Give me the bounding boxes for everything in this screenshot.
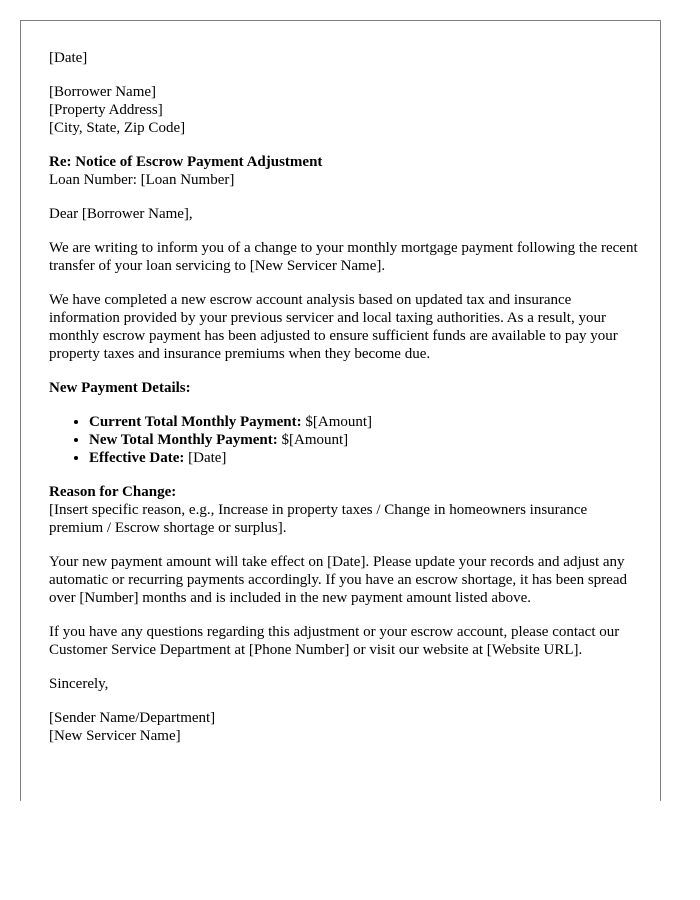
letter-body [49, 49, 639, 761]
list-item [89, 449, 639, 467]
closing: Sincerely, [49, 676, 109, 692]
subject-line: Re: Notice of Escrow Payment Adjustment [49, 154, 323, 170]
loan-number-line: Loan Number: [Loan Number] [49, 172, 235, 188]
paragraph-effective-date: Your new payment amount will take effect on [Date]. Please update your records and adjust any automatic or recurring payments accordingly. If you have an escrow shortage, it has been spread over [Number] months and is included in the new payment amount listed above. [49, 554, 627, 606]
paragraph-intro: We are writing to inform you of a change to your monthly mortgage payment following the recent transfer of your loan servicing to [New Servicer Name]. [49, 240, 638, 274]
payment-item-value: [Date] [184, 450, 227, 466]
paragraph-contact: If you have any questions regarding this adjustment or your escrow account, please contact our Customer Service Department at [Phone Number] or visit our website at [Website URL]. [49, 624, 620, 658]
reason-text: [Insert specific reason, e.g., Increase in property taxes / Change in homeowners insurance premium / Escrow shortage or surplus]. [49, 502, 588, 536]
letter-date: [Date] [49, 50, 88, 66]
signature-sender: [Sender Name/Department] [49, 710, 216, 726]
payment-item-value: $[Amount] [277, 432, 349, 448]
payment-item-value: $[Amount] [301, 414, 373, 430]
payment-details-heading: New Payment Details: [49, 380, 191, 396]
letter-page [20, 20, 661, 801]
reason-block [49, 483, 639, 537]
signature-block [49, 709, 639, 745]
payment-details-list [49, 413, 639, 467]
paragraph-escrow-analysis: We have completed a new escrow account analysis based on updated tax and insurance information provided by your previous servicer and local taxing authorities. As a result, your monthly escrow payment has been adjusted to ensure sufficient funds are available to pay your property taxes and insurance premiums when they become due. [49, 292, 618, 362]
payment-item-label: Current Total Monthly Payment: [89, 414, 302, 430]
recipient-name: [Borrower Name] [49, 84, 157, 100]
recipient-block [49, 83, 639, 137]
list-item [89, 413, 639, 431]
list-item [89, 431, 639, 449]
reason-heading: Reason for Change: [49, 484, 177, 500]
salutation: Dear [Borrower Name], [49, 206, 193, 222]
subject-block [49, 153, 639, 189]
payment-item-label: New Total Monthly Payment: [89, 432, 278, 448]
recipient-address: [Property Address] [49, 102, 163, 118]
recipient-city-state-zip: [City, State, Zip Code] [49, 120, 186, 136]
payment-item-label: Effective Date: [89, 450, 185, 466]
signature-company: [New Servicer Name] [49, 728, 181, 744]
